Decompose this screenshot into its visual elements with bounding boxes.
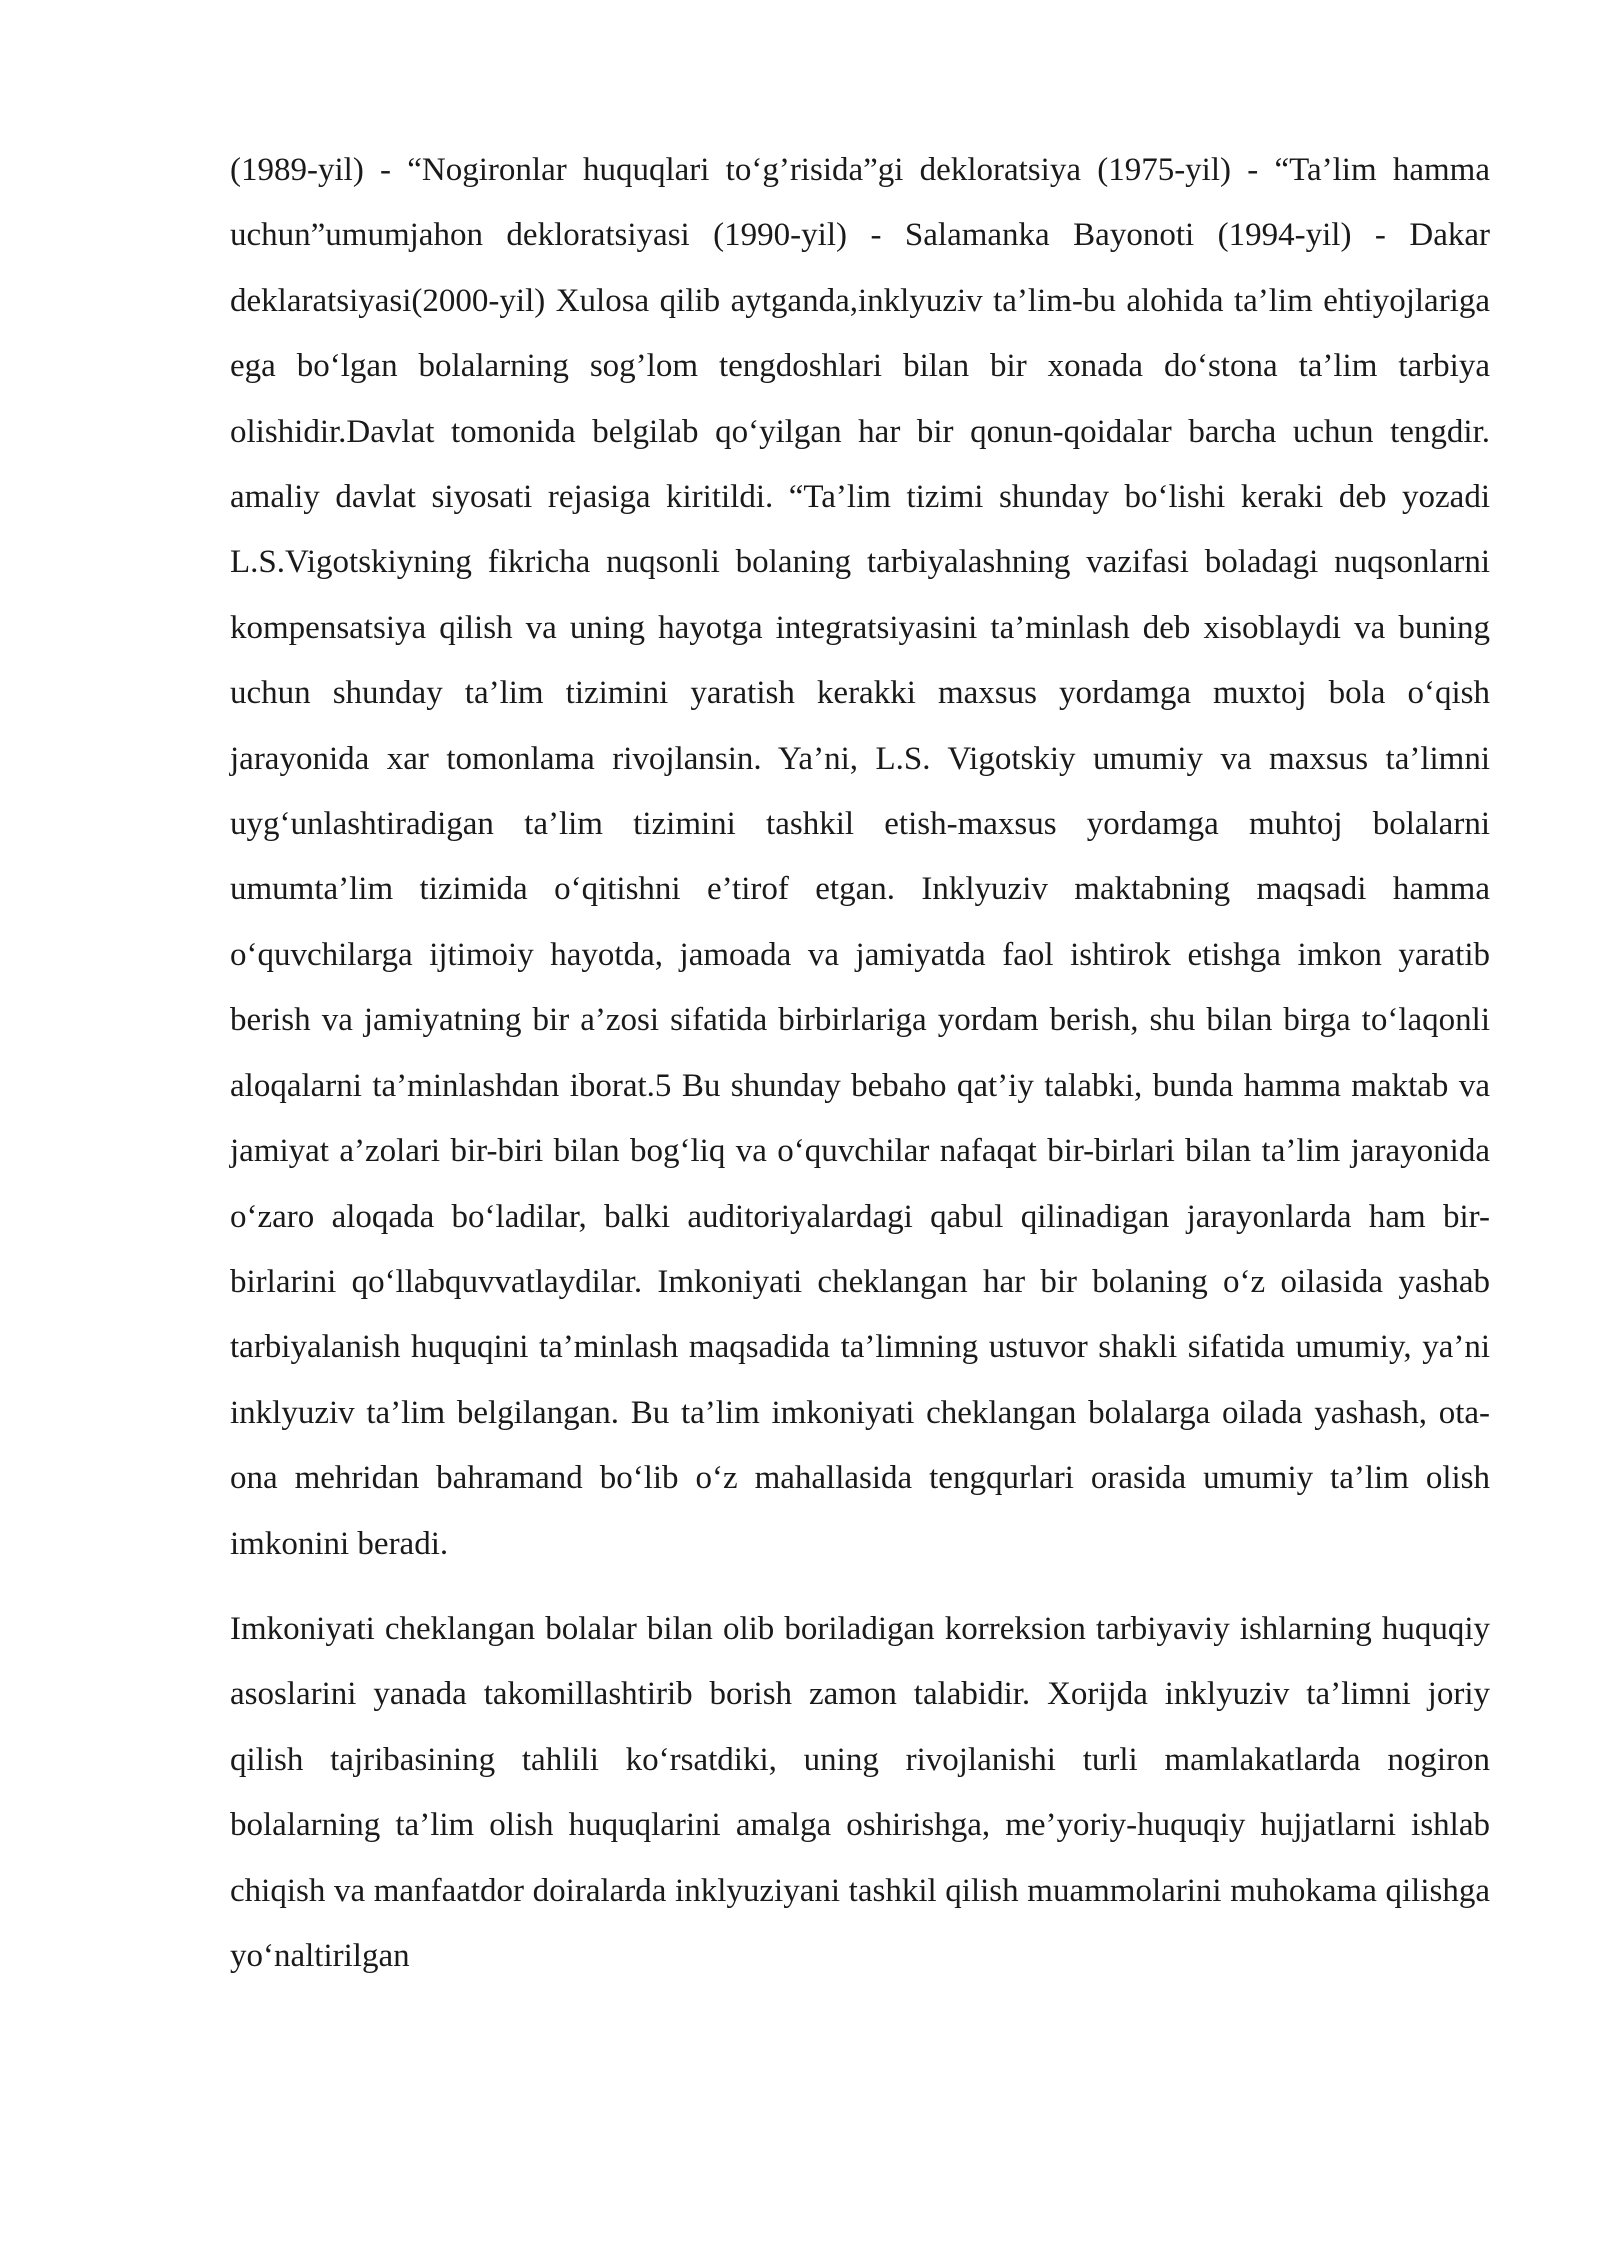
paragraph-inclusive-education-history: (1989-yil) - “Nogironlar huquqlari to‘g’risida”gi dekloratsiya (1975-yil) - “Ta’lim hamma uchun”umumjahon dekloratsiyasi (1990-yil) - Salamanka Bayonoti (1994-yil) - Dakar deklaratsiyasi(2000-yil) Xulosa qilib aytganda,inklyuziv ta’lim-bu alohida ta’lim ehtiyojlariga ega bo‘lgan bolalarning sog’lom tengdoshlari bilan bir xonada do‘stona ta’lim tarbiya olishidir.Davlat tomonida belgilab qo‘yilgan har bir qonun-qoidalar barcha uchun tengdir. amaliy davlat siyosati rejasiga kiritildi. “Ta’lim tizimi shunday bo‘lishi keraki deb yozadi L.S.Vigotskiyning fikricha nuqsonli bolaning tarbiyalashning vazifasi boladagi nuqsonlarni kompensatsiya qilish va uning hayotga integratsiyasini ta’minlash deb xisoblaydi va buning uchun shunday ta’lim tizimini yaratish kerakki maxsus yordamga muxtoj bola o‘qish jarayonida xar tomonlama rivojlansin. Ya’ni, L.S. Vigotskiy umumiy va maxsus ta’limni uyg‘unlashtiradigan ta’lim tizimini tashkil etish-maxsus yordamga muhtoj bolalarni umumta’lim tizimida o‘qitishni e’tirof etgan. Inklyuziv maktabning maqsadi hamma o‘quvchilarga ijtimoiy hayotda, jamoada va jamiyatda faol ishtirok etishga imkon yaratib berish va jamiyatning bir a’zosi sifatida birbirlariga yordam berish, shu bilan birga to‘laqonli aloqalarni ta’minlashdan iborat.5 Bu shunday bebaho qat’iy talabki, bunda hamma maktab va jamiyat a’zolari bir-biri bilan bog‘liq va o‘quvchilar nafaqat bir-birlari bilan ta’lim jarayonida o‘zaro aloqada bo‘ladilar, balki auditoriyalardagi qabul qilinadigan jarayonlarda ham bir-birlarini qo‘llabquvvatlaydilar. Imkoniyati cheklangan har bir bolaning o‘z oilasida yashab tarbiyalanish huquqini ta’minlash maqsadida ta’limning ustuvor shakli sifatida umumiy, ya’ni inklyuziv ta’lim belgilangan. Bu ta’lim imkoniyati cheklangan bolalarga oilada yashash, ota-ona mehridan bahramand bo‘lib o‘z mahallasida tengqurlari orasida umumiy ta’lim olish imkonini beradi. xyxy=(230,152,1490,1562)
paragraph-correctional-work-legal-basis: Imkoniyati cheklangan bolalar bilan olib boriladigan korreksion tarbiyaviy ishlarning huquqiy asoslarini yanada takomillashtirib borish zamon talabidir. Xorijda inklyuziv ta’limni joriy qilish tajribasining tahlili ko‘rsatdiki, uning rivojlanishi turli mamlakatlarda nogiron bolalarning ta’lim olish huquqlarini amalga oshirishga, me’yoriy-huquqiy hujjatlarni ishlab chiqish va manfaatdor doiralarda inklyuziyani tashkil qilish muammolarini muhokama qilishga yo‘naltirilgan xyxy=(230,1610,1490,1974)
document-page xyxy=(230,138,1490,1989)
